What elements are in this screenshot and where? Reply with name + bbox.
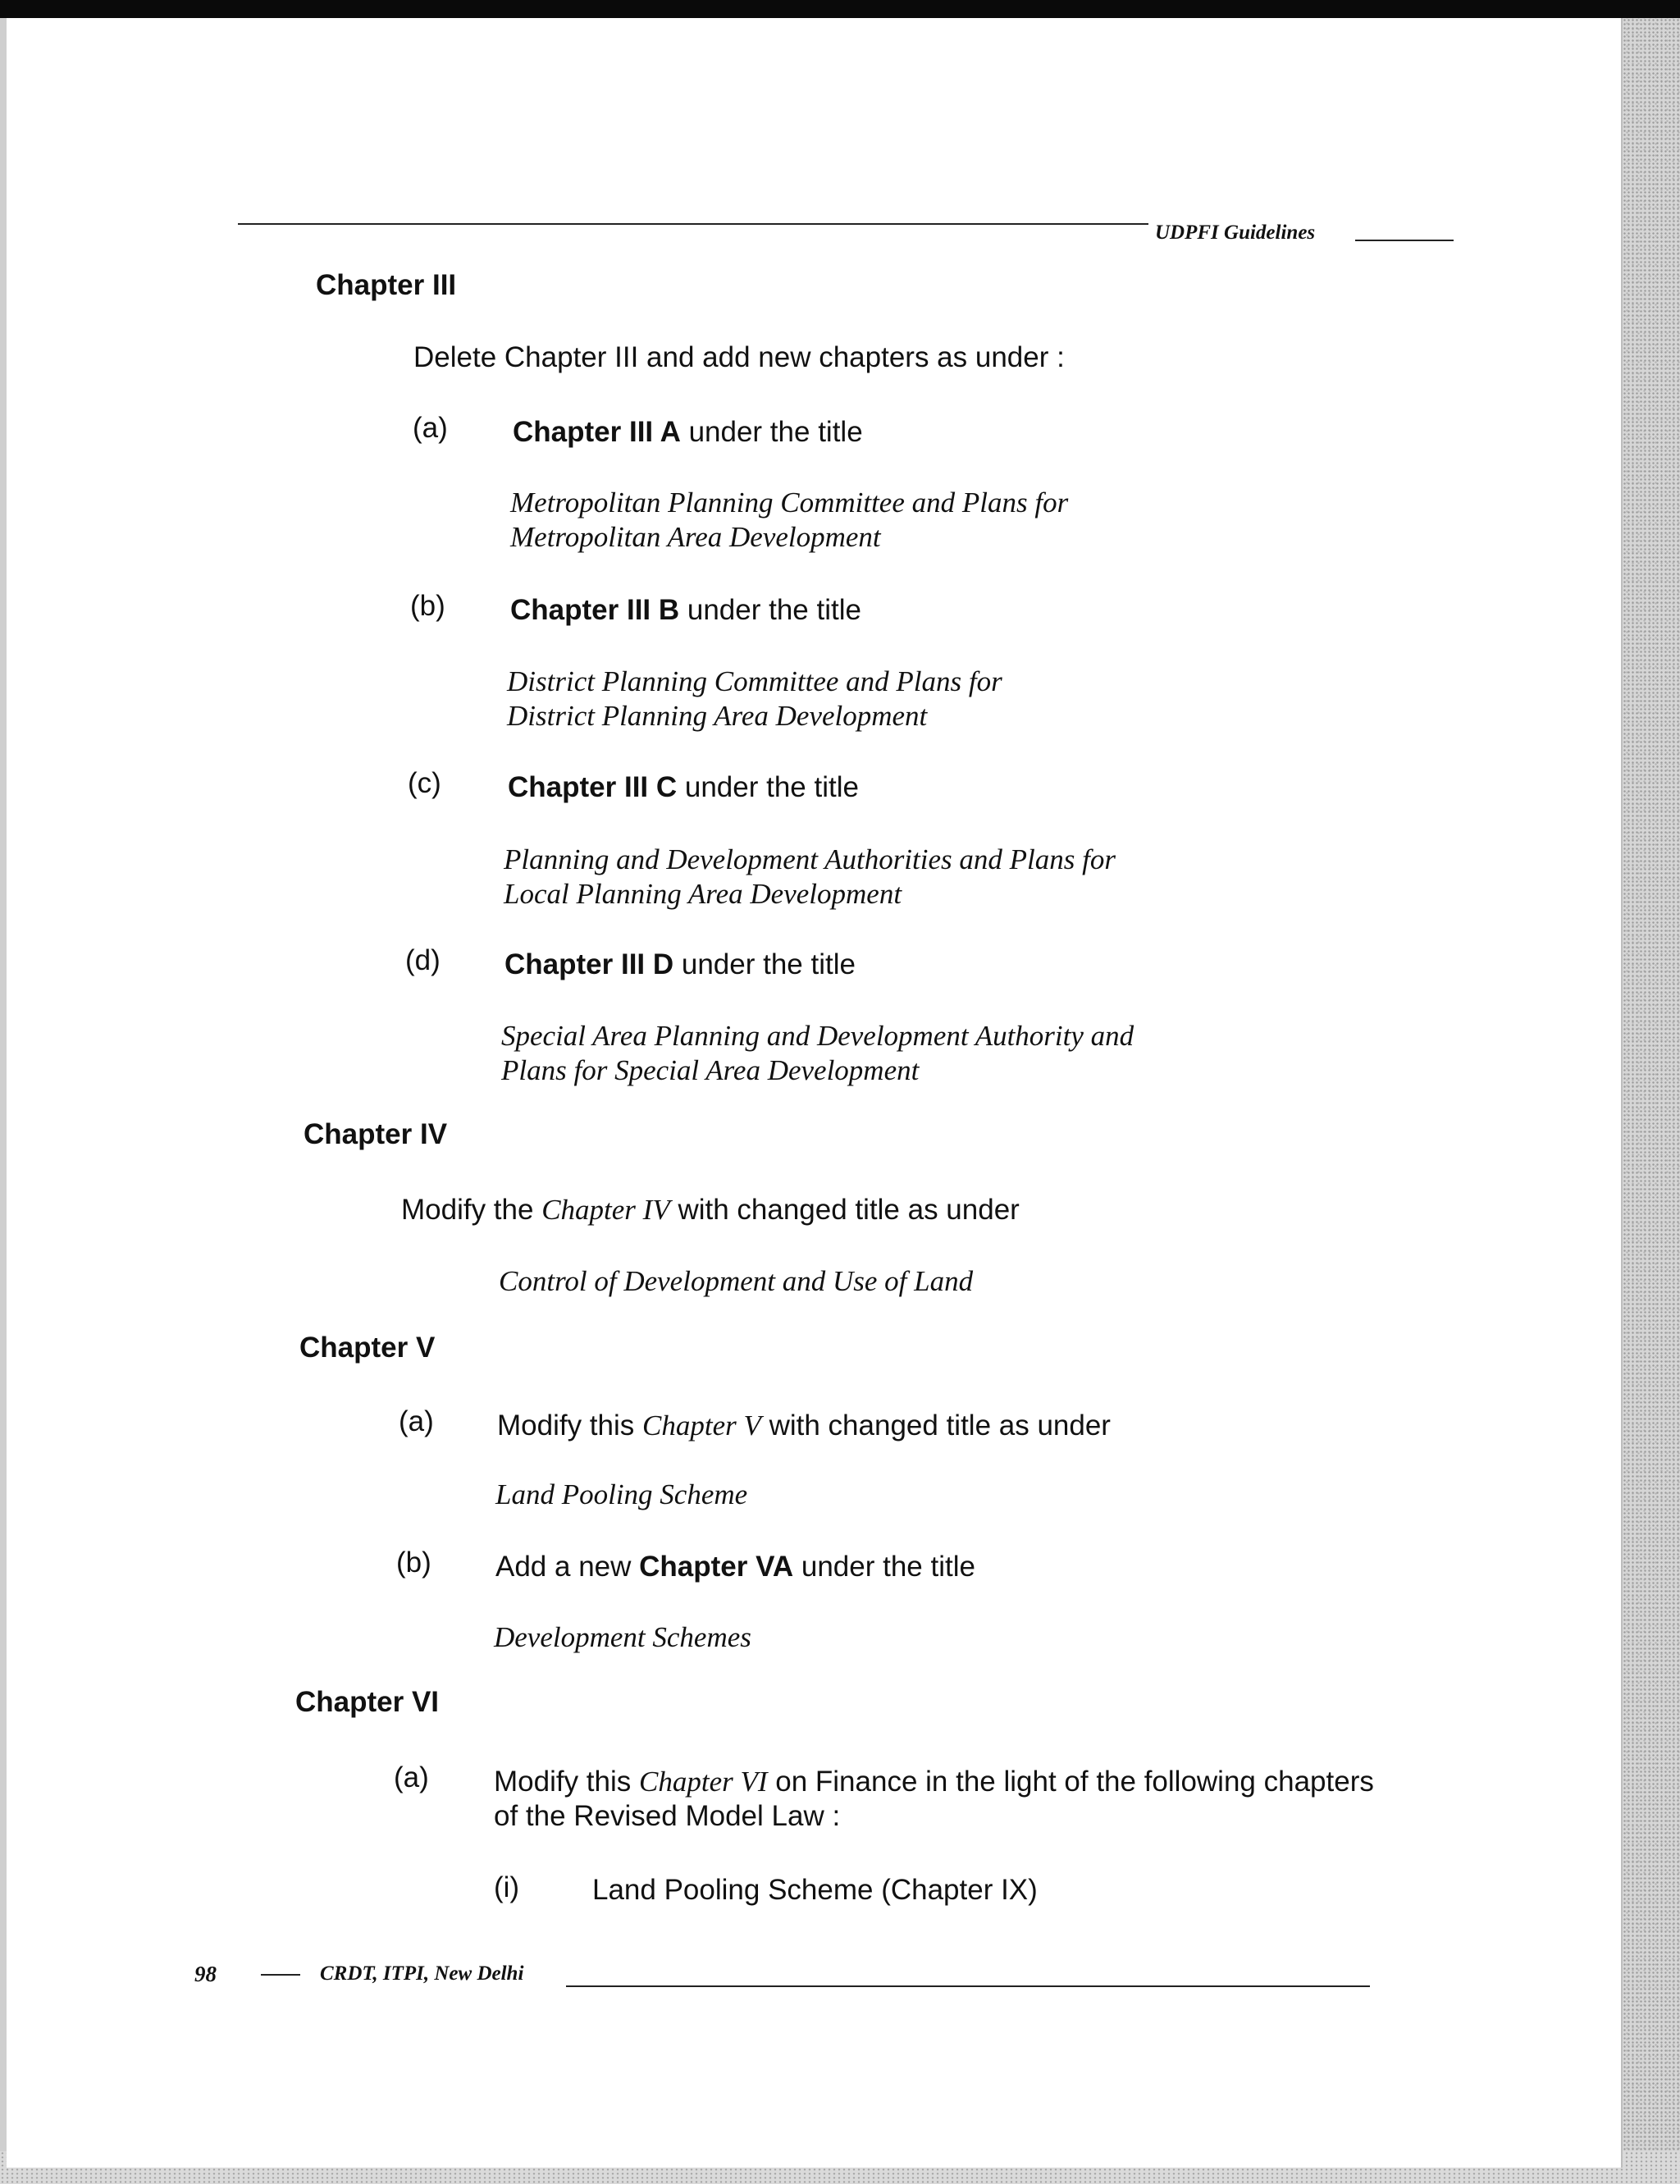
footer-rule-right [566, 1985, 1370, 1987]
line-suffix: under the title [680, 416, 863, 448]
chapter-iii-a-title [510, 486, 1068, 555]
page-number: 98 [194, 1962, 217, 1986]
chapter-v-b-title: Development Schemes [494, 1621, 751, 1653]
chapter-iii-a-line [513, 416, 863, 449]
chapter-ref: Chapter III C [508, 771, 678, 803]
chapter-ref: Chapter V [642, 1410, 761, 1442]
chapter-ref: Chapter III D [504, 948, 674, 980]
item-label-d: (d) [405, 944, 441, 976]
title-line: Special Area Planning and Development Authority and [501, 1020, 1134, 1052]
text-pre: Add a new [495, 1551, 640, 1583]
scan-top-border [0, 0, 1680, 18]
chapter-v-heading: Chapter V [299, 1332, 436, 1364]
chapter-iii-intro: Delete Chapter III and add new chapters as under : [413, 341, 1065, 373]
chapter-iii-c-line [508, 771, 859, 804]
header-rule-right [1355, 240, 1454, 241]
chapter-iii-d-line [504, 948, 856, 981]
chapter-iii-b-line [510, 594, 861, 627]
sub-item-label-i: (i) [494, 1871, 520, 1903]
item-label-c: (c) [408, 767, 441, 799]
title-line: Planning and Development Authorities and Plans for [504, 843, 1116, 875]
item-label-a: (a) [394, 1761, 429, 1793]
chapter-iii-d-title [501, 1019, 1134, 1088]
title-line: District Planning Area Development [507, 700, 928, 732]
chapter-iv-heading: Chapter IV [304, 1118, 448, 1150]
item-label-b: (b) [396, 1547, 431, 1579]
chapter-iii-b-title [507, 665, 1002, 733]
chapter-vi-a-line2: of the Revised Model Law : [494, 1800, 841, 1832]
chapter-v-a-line [497, 1410, 1111, 1442]
chapter-iv-text [401, 1194, 1020, 1227]
item-label-a: (a) [399, 1405, 434, 1437]
chapter-ref: Chapter IV [541, 1194, 670, 1226]
chapter-vi-heading: Chapter VI [295, 1686, 440, 1718]
chapter-v-a-title: Land Pooling Scheme [495, 1478, 748, 1510]
chapter-iii-c-title [504, 843, 1116, 912]
title-line: Metropolitan Area Development [510, 521, 881, 553]
chapter-v-b-line [495, 1551, 975, 1583]
text-pre: Modify this [494, 1766, 639, 1798]
text-post: on Finance in the light of the following chapters [767, 1766, 1374, 1798]
chapter-vi-a-line [494, 1766, 1374, 1798]
item-label-b: (b) [410, 590, 445, 622]
chapter-ref: Chapter III A [513, 416, 681, 448]
chapter-ref: Chapter VA [639, 1551, 794, 1583]
text-post: with changed title as under [760, 1410, 1111, 1442]
title-line: Metropolitan Planning Committee and Plans for [510, 487, 1069, 519]
chapter-iv-title: Control of Development and Use of Land [499, 1265, 974, 1297]
line-suffix: under the title [673, 948, 856, 980]
chapter-iii-heading: Chapter III [316, 269, 457, 301]
text-post: under the title [793, 1551, 975, 1583]
title-line: Plans for Special Area Development [501, 1054, 920, 1086]
header-rule-left [238, 223, 1148, 225]
item-label-a: (a) [413, 412, 448, 444]
line-suffix: under the title [679, 594, 861, 626]
text-post: with changed title as under [669, 1194, 1020, 1226]
title-line: District Planning Committee and Plans for [507, 665, 1002, 697]
chapter-ref: Chapter VI [639, 1766, 768, 1798]
footer-publisher: CRDT, ITPI, New Delhi [320, 1962, 524, 1985]
scan-right-margin [1623, 18, 1680, 2184]
running-header: UDPFI Guidelines [1155, 222, 1316, 244]
chapter-ref: Chapter III B [510, 594, 680, 626]
document-page [7, 18, 1623, 2168]
footer-rule-left [261, 1974, 300, 1976]
title-line: Local Planning Area Development [504, 878, 902, 910]
text-pre: Modify the [401, 1194, 542, 1226]
sub-item-text: Land Pooling Scheme (Chapter IX) [592, 1874, 1038, 1906]
scan-left-edge [0, 18, 7, 2151]
text-pre: Modify this [497, 1410, 642, 1442]
line-suffix: under the title [677, 771, 859, 803]
